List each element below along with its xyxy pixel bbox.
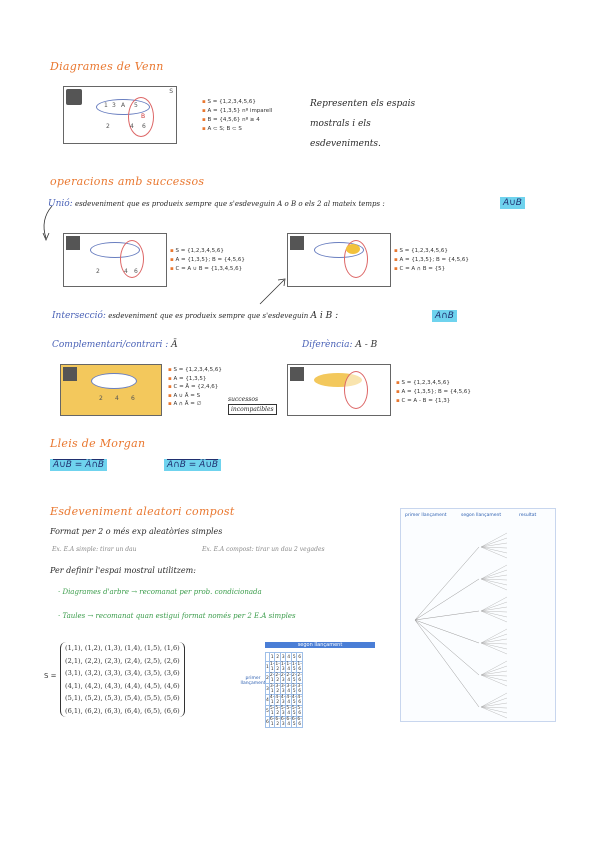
venn-num: 2 (99, 395, 103, 402)
tree-leaf-branch (481, 675, 507, 686)
intersection-line: Intersecció: esdeveniment que es produeix sempre que s'esdeveguin A i B : (52, 311, 339, 321)
venn-legend: ▪ S = {1,2,3,4,5,6} ▪ A = {1,3,5} nº imparell ▪ B = {4,5,6} nº ≥ 4 ▪ A ⊂ S; B ⊂ S (202, 99, 273, 132)
tree-leaf-branch (481, 547, 507, 558)
venn-num: 4 (130, 123, 134, 130)
dice-table-side: primer llançament (240, 676, 266, 686)
tree-branch (415, 611, 479, 620)
intersection-fill (346, 244, 360, 254)
tree-leaf-branch (481, 698, 507, 707)
ops-title: operacions amb successos (50, 175, 205, 188)
morgan-law-2: A∩B = Ā∪B̄ (164, 459, 221, 471)
venn-diagram-main (63, 86, 177, 144)
dice-table-title: segon llançament (265, 642, 375, 648)
difference-venn (287, 364, 391, 416)
venn-num: 6 (134, 268, 138, 275)
venn-title: Diagrames de Venn (50, 60, 164, 73)
compost-line2: Per definir l'espai mostral utilitzem: (50, 566, 196, 575)
tree-leaf-branch (481, 611, 507, 622)
intersection-legend: ▪ S = {1,2,3,4,5,6} ▪ A = {1,3,5}; B = {4,5,6} ▪ C = A ∩ B = {5} (394, 248, 469, 272)
tree-leaf-branch (481, 579, 507, 590)
tree-leaf-branch (481, 634, 507, 643)
sample-row: (6,1), (6,2), (6,3), (6,4), (6,5), (6,6) (65, 706, 180, 715)
venn-s-label: S (169, 88, 173, 95)
venn-num: 6 (142, 123, 146, 130)
union-symbol: A∪B (500, 197, 525, 209)
tree-branch (415, 620, 479, 643)
tree-leaf-branch (481, 538, 507, 547)
compost-line1: Format per 2 o més exp aleatòries simples (50, 527, 223, 536)
compost-example-simple: Ex. E.A simple: tirar un dau (52, 546, 137, 553)
tree-diagram (400, 508, 556, 722)
tree-leaf-branch (481, 707, 507, 718)
compost-item-table: · Taules → recomanat quan estigui format només per 2 E.A simples (58, 612, 296, 620)
sample-row: (5,1), (5,2), (5,3), (5,4), (5,5), (5,6) (65, 694, 180, 702)
venn-num: 4 (124, 268, 128, 275)
arrow-lines (38, 200, 298, 310)
compost-example-compound: Ex. E.A compost: tirar un dau 2 vegades (202, 546, 325, 553)
venn-num: 5 (134, 102, 138, 109)
complement-label: Complementari/contrari : Ā (52, 340, 178, 350)
venn-a-label: A (121, 102, 126, 109)
venn-num: 3 (112, 102, 116, 109)
complement-set-a (91, 373, 137, 389)
venn-note: Representen els espais mostrals i els esdeveniments. (310, 99, 416, 149)
union-label: Unió: (48, 199, 73, 209)
venn-num: 2 (96, 268, 100, 275)
venn-num: 1 (104, 102, 108, 109)
tree-branches (401, 521, 555, 719)
complement-legend: ▪ S = {1,2,3,4,5,6} ▪ A = {1,3,5} ▪ C = Ā = {2,4,6} ▪ A ∪ Ā = S ▪ A ∩ Ā = ∅ (168, 367, 222, 407)
die-icon (63, 367, 77, 381)
sample-row: (2,1), (2,2), (2,3), (2,4), (2,5), (2,6) (65, 656, 180, 665)
venn-num: 4 (115, 395, 119, 402)
morgan-title: Lleis de Morgan (50, 437, 146, 450)
complement-note: successos incompatibles (228, 395, 277, 415)
die-icon (66, 89, 82, 105)
difference-label: Diferència: A - B (302, 340, 378, 350)
venn-b-label: B (141, 113, 146, 120)
sample-row: (4,1), (4,2), (4,3), (4,4), (4,5), (4,6) (65, 681, 180, 690)
sample-row: (3,1), (3,2), (3,3), (3,4), (3,5), (3,6) (65, 669, 180, 677)
tree-leaf-branch (481, 602, 507, 611)
sample-row: (1,1), (1,2), (1,3), (1,4), (1,5), (1,6) (65, 644, 180, 652)
tree-leaf-branch (481, 643, 507, 654)
tree-leaf-branch (481, 570, 507, 579)
die-icon (290, 367, 304, 381)
union-legend: ▪ S = {1,2,3,4,5,6} ▪ A = {1,3,5}; B = {4,5,6} ▪ C = A ∪ B = {1,3,4,5,6} (170, 248, 245, 272)
morgan-law-1: A∪B = Ā∩B̄ (50, 459, 107, 471)
tree-branch (415, 547, 479, 620)
sample-space-matrix (60, 642, 185, 717)
complement-venn (60, 364, 162, 416)
tree-col3: resultat (519, 513, 537, 518)
tree-branch (415, 620, 479, 675)
intersection-venn (287, 233, 391, 287)
venn-num: 6 (131, 395, 135, 402)
intersection-symbol: A∩B (432, 310, 457, 322)
sample-space-label: S = (44, 672, 57, 680)
compost-title: Esdeveniment aleatori compost (50, 505, 235, 518)
union-text: esdeveniment que es produeix sempre que s'esdeveguin A o B o els 2 al mateix temps : (74, 200, 385, 208)
tree-branch (415, 579, 479, 620)
tree-branch (415, 620, 479, 707)
difference-legend: ▪ S = {1,2,3,4,5,6} ▪ A = {1,3,5}; B = {4,5,6} ▪ C = A - B = {1,3} (396, 380, 471, 404)
dice-grid: 1 2 3 4 5 6 1 1-1 1-2 1-3 1-4 1-5 1-6 2 2-1 2-2 2-3 2-4 2-5 2-6 3 3-1 3-2 3-3 3-4 3-5 3-6 4 4-1 4-2 4-3 4-4 4-5 4-6 5 5-1 5-2 5-3 5-4 5-5 5-6 6 6-1 6-2 6-3 6-4 6-5 6-6 (266, 654, 302, 727)
difference-set-b (344, 371, 368, 409)
tree-col1: primer llançament (405, 513, 447, 518)
compost-item-tree: · Diagrames d'arbre → recomanat per prob. condicionada (58, 588, 262, 596)
tree-col2: segon llançament (461, 513, 502, 518)
venn-num: 2 (106, 123, 110, 130)
tree-leaf-branch (481, 666, 507, 675)
